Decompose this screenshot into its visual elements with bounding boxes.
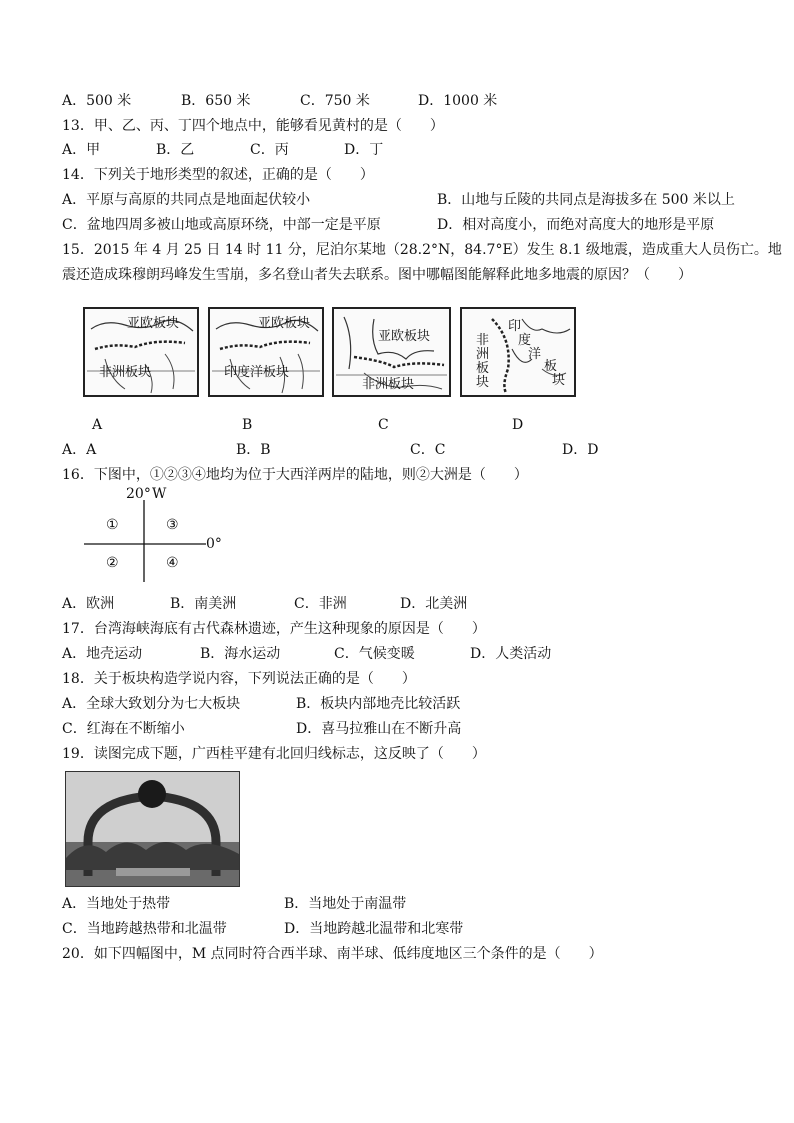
q15-stem-line2: 震还造成珠穆朗玛峰发生雪崩，多名登山者失去联系。图中哪幅图能解释此地多地震的原因？（ ） bbox=[62, 267, 692, 283]
q13-option-c: C．丙 bbox=[250, 142, 289, 158]
q18-option-a: A．全球大致划分为七大板块 bbox=[62, 696, 241, 712]
q12-option-c: C．750 米 bbox=[300, 93, 370, 109]
q16-quadrant-figure bbox=[84, 486, 224, 585]
map-letter-c: C bbox=[378, 417, 389, 433]
q14-option-c: C．盆地四周多被山地或高原环绕，中部一定是平原 bbox=[62, 217, 381, 233]
q15-option-d: D．D bbox=[562, 442, 599, 458]
q19-option-c: C．当地跨越热带和北温带 bbox=[62, 921, 227, 937]
map-d-label-3: 洋 bbox=[528, 347, 542, 362]
q18-option-d: D．喜马拉雅山在不断升高 bbox=[296, 721, 462, 737]
map-c-label-eurasia: 亚欧板块 bbox=[378, 329, 431, 344]
q18-option-c: C．红海在不断缩小 bbox=[62, 721, 185, 737]
map-letter-b: B bbox=[242, 417, 253, 433]
map-d-label-1: 印 bbox=[508, 319, 522, 334]
map-c bbox=[332, 307, 451, 397]
map-d-label-2: 度 bbox=[518, 333, 532, 348]
map-b-label-eurasia: 亚欧板块 bbox=[258, 316, 311, 331]
q14-option-a: A．平原与高原的共同点是地面起伏较小 bbox=[62, 192, 311, 208]
map-d bbox=[460, 307, 576, 397]
q15-stem-line1: 15．2015 年 4 月 25 日 14 时 11 分，尼泊尔某地（28.2°N，84.7°E）发生 8.1 级地震，造成重大人员伤亡。地 bbox=[62, 242, 782, 258]
q19-stem: 19．读图完成下题，广西桂平建有北回归线标志，这反映了（ ） bbox=[62, 746, 486, 762]
map-a-label-africa: 非洲板块 bbox=[99, 365, 152, 380]
q19-option-b: B．当地处于南温带 bbox=[284, 896, 407, 912]
q12-option-b: B．650 米 bbox=[181, 93, 251, 109]
q16-option-b: B．南美洲 bbox=[170, 596, 237, 612]
map-b bbox=[208, 307, 324, 397]
q17-option-a: A．地壳运动 bbox=[62, 646, 143, 662]
map-b-label-indian-ocean: 印度洋板块 bbox=[224, 365, 290, 380]
map-a bbox=[83, 307, 199, 397]
map-letter-a: A bbox=[92, 417, 103, 433]
map-c-label-africa: 非洲板块 bbox=[362, 377, 415, 392]
q16-option-c: C．非洲 bbox=[294, 596, 347, 612]
q15-option-c: C．C bbox=[410, 442, 446, 458]
q14-option-d: D．相对高度小，而绝对高度大的地形是平原 bbox=[437, 217, 715, 233]
map-d-label-9: 块 bbox=[476, 375, 490, 390]
q16-option-a: A．欧洲 bbox=[62, 596, 115, 612]
q15-option-b: B．B bbox=[236, 442, 271, 458]
q18-stem: 18．关于板块构造学说内容，下列说法正确的是（ ） bbox=[62, 671, 416, 687]
map-d-label-8: 板 bbox=[476, 361, 490, 376]
q16-cell-2: ② bbox=[106, 555, 119, 571]
q17-option-c: C．气候变暖 bbox=[334, 646, 415, 662]
q19-option-a: A．当地处于热带 bbox=[62, 896, 171, 912]
map-d-label-6: 非 bbox=[476, 333, 490, 348]
q17-stem: 17．台湾海峡海底有古代森林遗迹，产生这种现象的原因是（ ） bbox=[62, 621, 486, 637]
map-d-label-4: 板 bbox=[544, 359, 558, 374]
q17-option-b: B．海水运动 bbox=[200, 646, 281, 662]
map-letter-d: D bbox=[512, 417, 524, 433]
map-d-label-5: 块 bbox=[552, 373, 566, 388]
q16-lon-label: 20° bbox=[126, 486, 151, 502]
q16-cell-1: ① bbox=[106, 517, 119, 533]
q20-stem: 20．如下四幅图中，M 点同时符合西半球、南半球、低纬度地区三个条件的是（ ） bbox=[62, 946, 603, 962]
q16-cell-3: ③ bbox=[166, 517, 179, 533]
q16-lat-label: 0° bbox=[206, 536, 222, 552]
map-a-label-eurasia: 亚欧板块 bbox=[127, 316, 180, 331]
q13-option-b: B．乙 bbox=[156, 142, 195, 158]
q16-lon-dir: W bbox=[152, 486, 167, 502]
q13-stem: 13．甲、乙、丙、丁四个地点中，能够看见黄村的是（ ） bbox=[62, 118, 444, 134]
q13-option-d: D．丁 bbox=[344, 142, 384, 158]
q16-stem: 16．下图中，①②③④地均为位于大西洋两岸的陆地，则②大洲是（ ） bbox=[62, 467, 528, 483]
q14-stem: 14．下列关于地形类型的叙述，正确的是（ ） bbox=[62, 167, 374, 183]
q12-option-a: A．500 米 bbox=[62, 93, 132, 109]
q17-option-d: D．人类活动 bbox=[470, 646, 552, 662]
q19-option-d: D．当地跨越北温带和北寒带 bbox=[284, 921, 464, 937]
tropic-marker-photo bbox=[65, 771, 240, 887]
q14-option-b: B．山地与丘陵的共同点是海拔多在 500 米以上 bbox=[437, 192, 735, 208]
q16-cell-4: ④ bbox=[166, 555, 179, 571]
q15-option-a: A．A bbox=[62, 442, 97, 458]
map-d-label-7: 洲 bbox=[476, 347, 490, 362]
q16-option-d: D．北美洲 bbox=[400, 596, 468, 612]
q12-option-d: D．1000 米 bbox=[418, 93, 498, 109]
q18-option-b: B．板块内部地壳比较活跃 bbox=[296, 696, 461, 712]
q13-option-a: A．甲 bbox=[62, 142, 101, 158]
